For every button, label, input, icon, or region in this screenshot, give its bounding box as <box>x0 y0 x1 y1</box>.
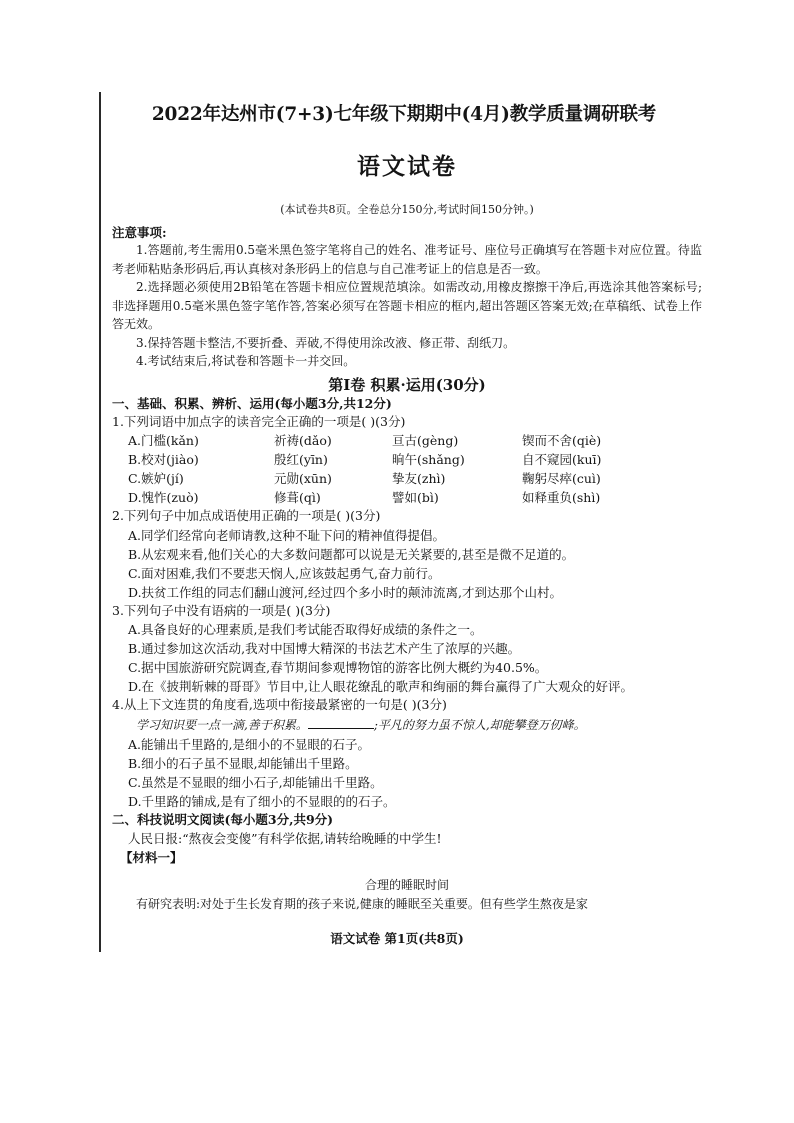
material-title: 合理的睡眠时间 <box>364 877 449 892</box>
option-cell: 修葺(qì) <box>274 490 321 505</box>
question-2-option: C.面对困难,我们不要悲天悯人,应该鼓起勇气,奋力前行。 <box>128 565 441 581</box>
exam-title: 2022年达州市(7+3)七年级下期期中(4月)教学质量调研联考 <box>151 104 657 125</box>
option-cell: 鞠躬尽瘁(cuì) <box>522 471 601 486</box>
fill-before: 学习知识要一点一滴,善于积累。 <box>136 717 308 732</box>
question-4-stem: 4.从上下文连贯的角度看,选项中衔接最紧密的一句是( )(3分) <box>112 697 447 712</box>
notice-item: 3.保持答题卡整洁,不要折叠、弄破,不得使用涂改液、修正带、刮纸刀。 <box>136 335 516 350</box>
question-3-option: D.在《披荆斩棘的哥哥》节目中,让人眼花缭乱的歌声和绚丽的舞台赢得了广大观众的好评。 <box>128 679 634 694</box>
material-text: 有研究表明:对处于生长发育期的孩子来说,健康的睡眠至关重要。但有些学生熬夜是家 <box>136 896 588 911</box>
option-cell: 殷红(yīn) <box>274 452 328 467</box>
option-cell: 如释重负(shì) <box>522 490 601 505</box>
question-4-option: D.千里路的铺成,是有了细小的不显眼的的石子。 <box>128 793 396 809</box>
option-cell: C.嫉妒(jí) <box>128 471 184 486</box>
question-3-option: A.具备良好的心理素质,是我们考试能否取得好成绩的条件之一。 <box>128 622 483 637</box>
question-3-option: C.据中国旅游研究院调查,春节期间参观博物馆的游客比例大概约为40.5%。 <box>128 660 548 675</box>
option-cell: 挚友(zhì) <box>392 471 446 486</box>
exam-page <box>112 100 702 913</box>
question-2-option: D.扶贫工作组的同志们翻山渡河,经过四个多小时的颠沛流离,才到达那个山村。 <box>128 584 562 600</box>
section-title: 第Ⅰ卷 积累·运用(30分) <box>328 375 486 394</box>
option-cell: 譬如(bì) <box>392 490 439 505</box>
option-cell: 晌午(shǎng) <box>392 452 465 467</box>
exam-info: (本试卷共8页。全卷总分150分,考试时间150分钟。) <box>280 203 534 216</box>
notice-heading: 注意事项: <box>112 225 167 240</box>
news-line: 人民日报:“熬夜会变傻”有科学依据,请转给晚睡的中学生! <box>128 830 442 846</box>
question-4-option: B.细小的石子虽不显眼,却能铺出千里路。 <box>128 755 358 771</box>
notice-item: 1.答题前,考生需用0.5毫米黑色签字笔将自己的姓名、准考证号、座位号正确填写在答题卡对应位置。待监考老师粘贴条形码后,再认真核对条形码上的信息与自己准考证上的信息是否一致。 <box>112 243 702 276</box>
notice-item: 2.选择题必须使用2B铅笔在答题卡相应位置规范填涂。如需改动,用橡皮擦擦干净后,再选涂其他答案标号;非选择题用0.5毫米黑色签字笔作答,答案必须写在答题卡相应的框内,超出答题区答案无效;在草稿纸、试卷上作答无效。 <box>112 280 702 331</box>
option-cell: 自不窥园(kuī) <box>522 452 602 467</box>
option-cell: A.门槛(kǎn) <box>128 433 199 448</box>
part-heading: 一、基础、积累、辨析、运用(每小题3分,共12分) <box>112 395 392 411</box>
fill-after: ;平凡的努力虽不惊人,却能攀登万仞峰。 <box>373 717 586 732</box>
notice-item: 4.考试结束后,将试卷和答题卡一并交回。 <box>136 354 356 368</box>
part-heading: 二、科技说明文阅读(每小题3分,共9分) <box>112 811 334 827</box>
question-1-options <box>112 431 702 507</box>
option-cell: B.校对(jiào) <box>128 452 199 467</box>
question-2-stem: 2.下列句子中加点成语使用正确的一项是( )(3分) <box>112 508 381 523</box>
question-4-option: C.虽然是不显眼的细小石子,却能铺出千里路。 <box>128 774 383 790</box>
exam-subtitle: 语文试卷 <box>357 153 457 180</box>
option-cell: 元勋(xūn) <box>274 471 332 486</box>
question-2-option: B.从宏观来看,他们关心的大多数问题都可以说是无关紧要的,甚至是微不足道的。 <box>128 546 575 562</box>
option-cell: 亘古(gèng) <box>392 433 459 448</box>
question-3-option: B.通过参加这次活动,我对中国博大精深的书法艺术产生了浓厚的兴趣。 <box>128 641 521 656</box>
page-edge-line <box>99 92 101 952</box>
option-cell: 锲而不舍(qiè) <box>522 433 602 448</box>
question-1-stem: 1.下列词语中加点字的读音完全正确的一项是( )(3分) <box>112 413 406 429</box>
question-2-option: A.同学们经常向老师请教,这种不耻下问的精神值得提倡。 <box>128 527 445 543</box>
question-3-stem: 3.下列句子中没有语病的一项是( )(3分) <box>112 602 331 618</box>
material-label: 【材料一】 <box>120 849 183 865</box>
option-cell: D.愧怍(zuò) <box>128 490 199 505</box>
option-cell: 祈祷(dǎo) <box>274 433 332 448</box>
fill-blank <box>308 716 374 729</box>
question-4-fill-sentence <box>112 715 702 735</box>
page-footer: 语文试卷 第1页(共8页) <box>330 931 464 946</box>
question-4-option: A.能铺出千里路的,是细小的不显眼的石子。 <box>128 736 370 752</box>
